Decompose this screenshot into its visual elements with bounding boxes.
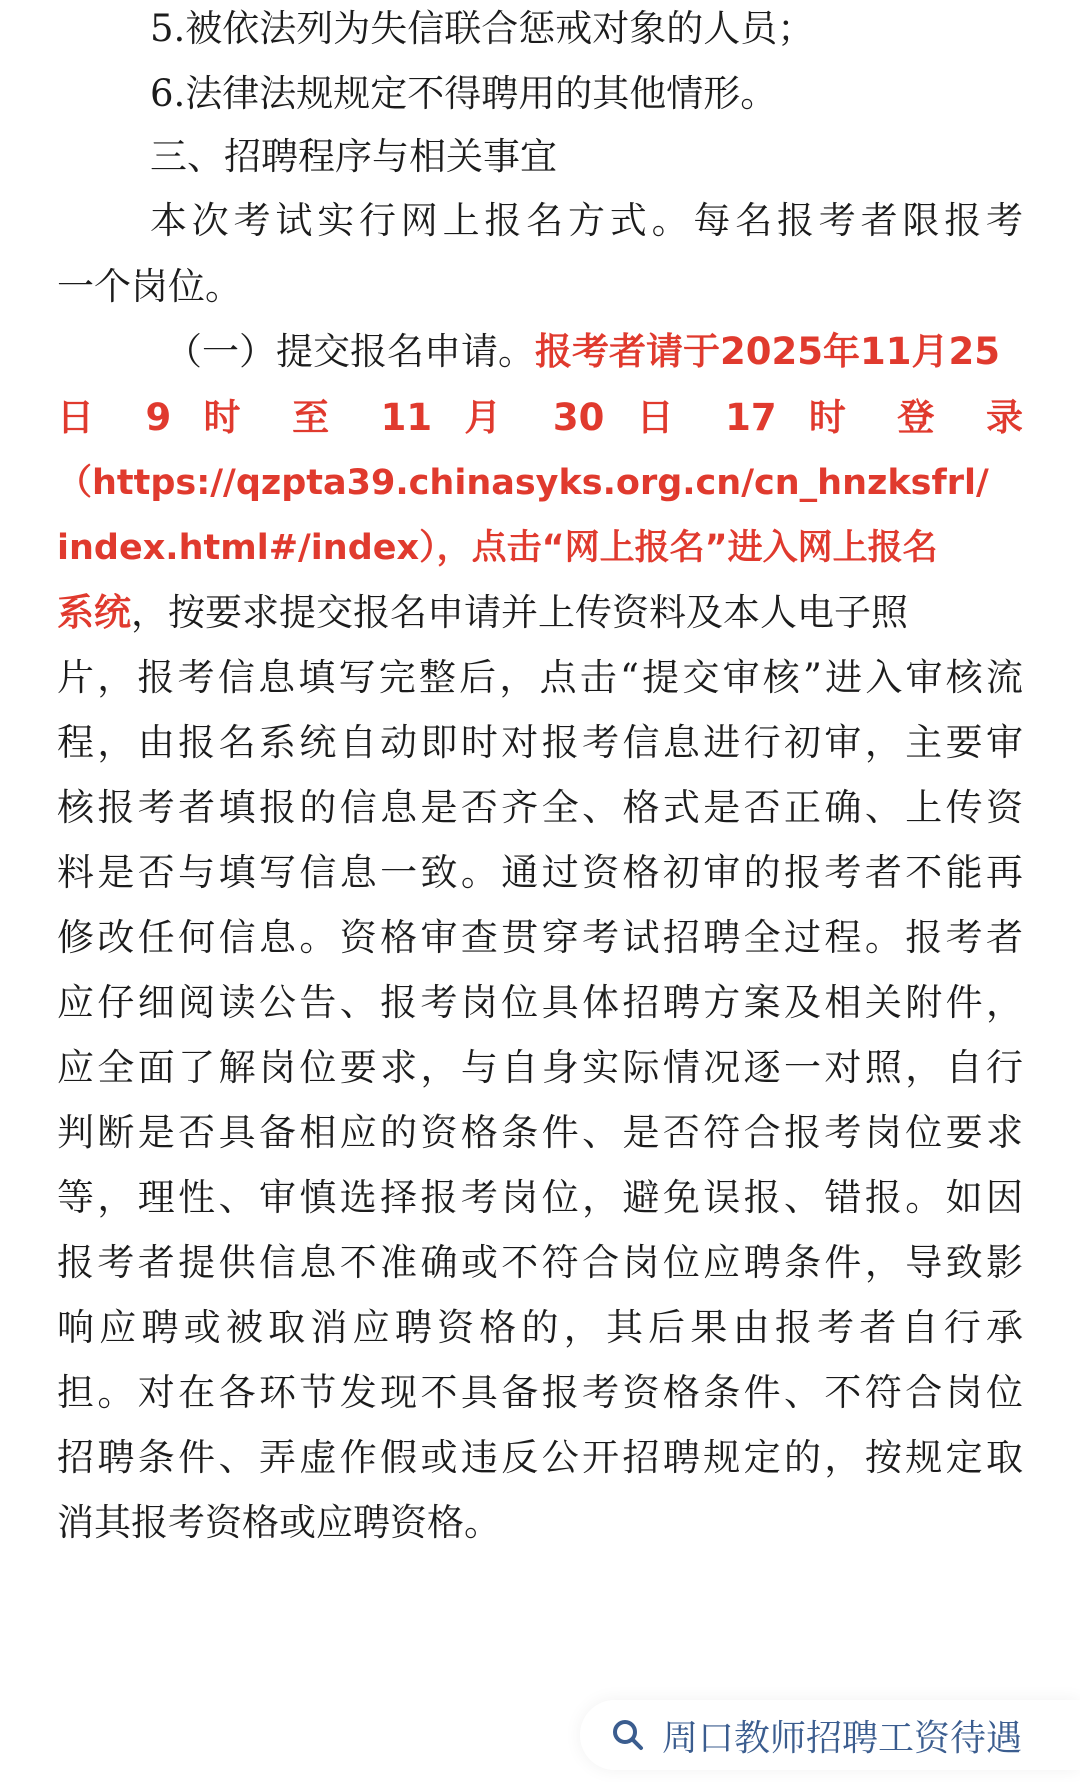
text-line: 料是否与填写信息一致。通过资格初审的报考者不能再 xyxy=(57,851,1023,894)
text-line: 片，报考信息填写完整后，点击“提交审核”进入审核流 xyxy=(57,656,1023,699)
text-line: 本次考试实行网上报名方式。每名报考者限报考 xyxy=(150,199,1023,242)
highlight-line: index.html#/index），点击“网上报名”进入网上报名 xyxy=(57,528,938,568)
highlight-line: 日 9 时 至 11 月 30 日 17 时 登 录 xyxy=(57,396,1023,439)
text-segment: ，按要求提交报名申请并上传资料及本人电子照 xyxy=(131,591,908,634)
text-line: 担。对在各环节发现不具备报考资格条件、不符合岗位 xyxy=(57,1371,1023,1414)
text-line: 判断是否具备相应的资格条件、是否符合报考岗位要求 xyxy=(57,1111,1023,1154)
text-line: 响应聘或被取消应聘资格的，其后果由报考者自行承 xyxy=(57,1306,1023,1349)
text-line: 消其报考资格或应聘资格。 xyxy=(57,1501,501,1544)
text-line: 一个岗位。 xyxy=(57,265,242,308)
subheading-text: （一）提交报名申请。 xyxy=(165,330,535,373)
search-icon xyxy=(606,1713,650,1757)
text-line: 程，由报名系统自动即时对报考信息进行初审，主要审 xyxy=(57,721,1023,764)
search-suggestion[interactable] xyxy=(580,1700,1080,1770)
text-line: 6.法律法规规定不得聘用的其他情形。 xyxy=(150,72,778,115)
highlight-text: 报考者请于2025年11月25 xyxy=(535,330,1000,373)
text-line: 修改任何信息。资格审查贯穿考试招聘全过程。报考者 xyxy=(57,916,1023,959)
registration-url: （https://qzpta39.chinasyks.org.cn/cn_hnzksfrl/ xyxy=(57,463,989,503)
text-line: 等，理性、审慎选择报考岗位，避免误报、错报。如因 xyxy=(57,1176,1023,1219)
text-line: 招聘条件、弄虚作假或违反公开招聘规定的，按规定取 xyxy=(57,1436,1023,1479)
highlight-text: 系统 xyxy=(57,591,131,634)
section-heading: 三、招聘程序与相关事宜 xyxy=(150,135,557,178)
text-line: 报考者提供信息不准确或不符合岗位应聘条件，导致影 xyxy=(57,1241,1023,1284)
text-line: 核报考者填报的信息是否齐全、格式是否正确、上传资 xyxy=(57,786,1023,829)
subheading-line xyxy=(165,315,1023,389)
text-line: 应仔细阅读公告、报考岗位具体招聘方案及相关附件， xyxy=(57,981,1023,1024)
search-suggestion-label: 周口教师招聘工资待遇 xyxy=(662,1717,1023,1759)
text-line: 5.被依法列为失信联合惩戒对象的人员； xyxy=(150,7,815,50)
text-line xyxy=(57,576,1023,650)
text-line: 应全面了解岗位要求，与自身实际情况逐一对照，自行 xyxy=(57,1046,1023,1089)
